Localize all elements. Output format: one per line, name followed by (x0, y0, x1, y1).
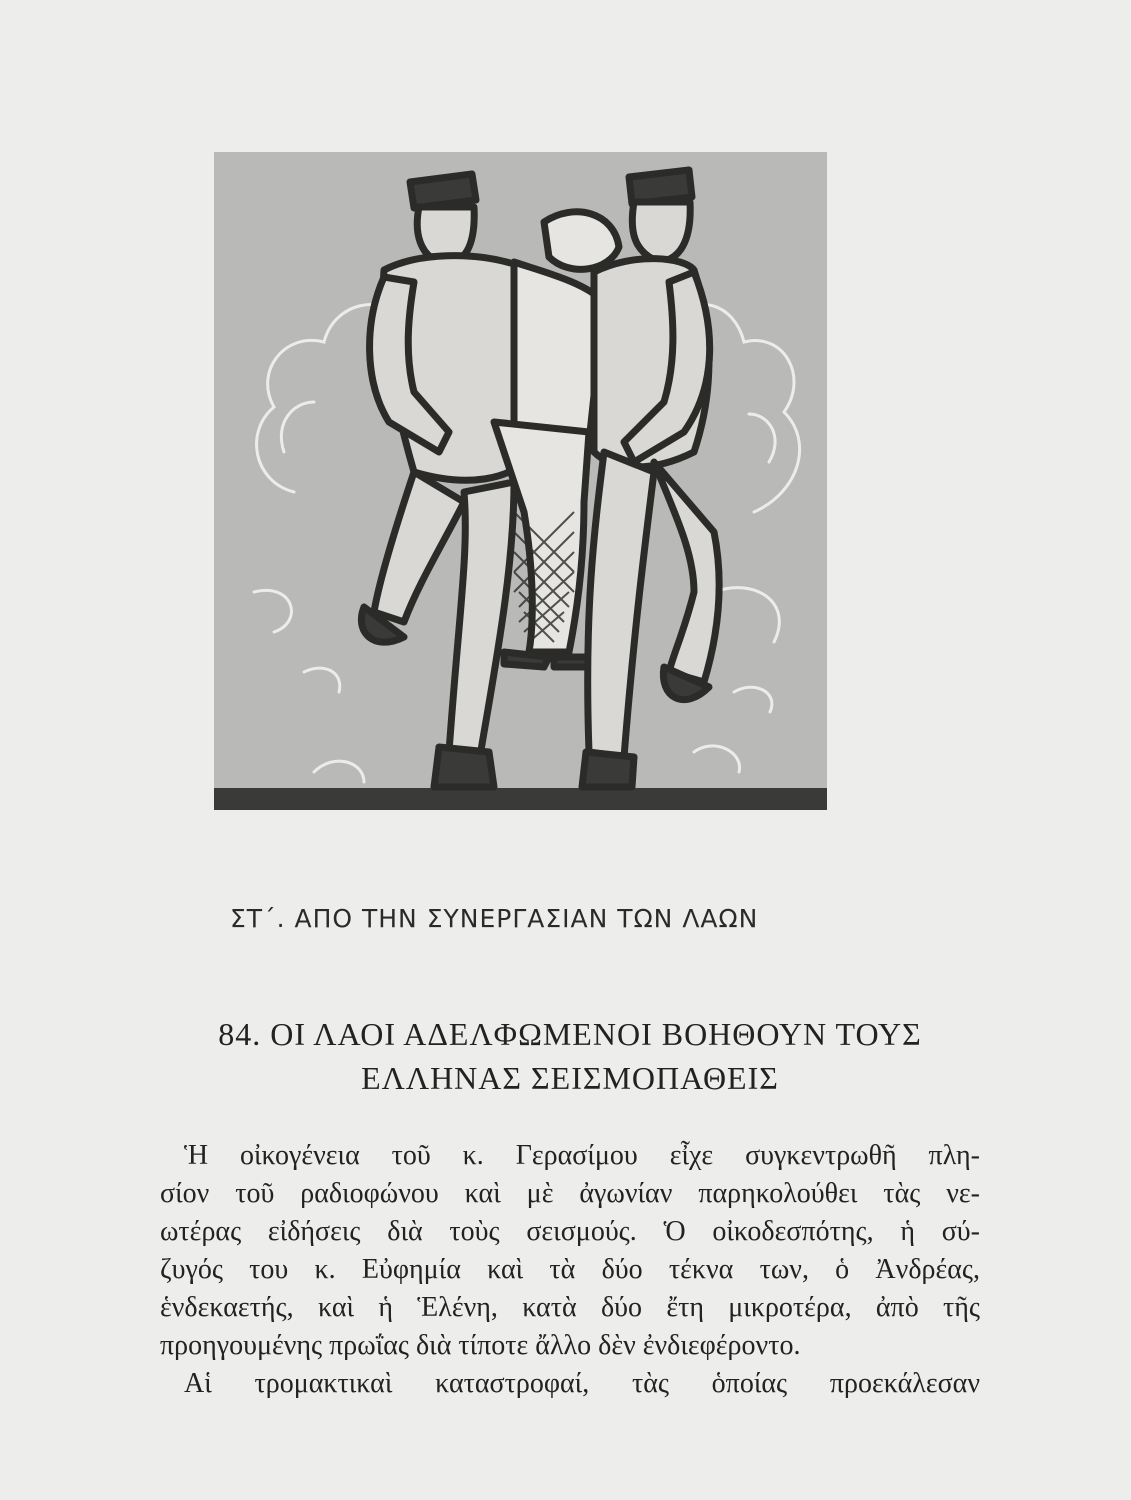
body-line: Ἡ οἰκογένεια τοῦ κ. Γερασίμου εἶχε συγκεντρωθῆ πλη- (184, 1140, 980, 1171)
chapter-title-line-2: ΕΛΛΗΝΑΣ ΣΕΙΣΜΟΠΑΘΕΙΣ (361, 1060, 779, 1096)
body-line: ωτέρας εἰδήσεις διὰ τοὺς σεισμούς. Ὁ οἰκοδεσπότης, ἡ σύ- (160, 1216, 980, 1247)
body-line: προηγουμένης πρωΐας διὰ τίποτε ἄλλο δὲν ἐνδιεφέροντο. (160, 1330, 801, 1361)
body-line: σίον τοῦ ραδιοφώνου καὶ μὲ ἀγωνίαν παρηκολούθει τὰς νε- (160, 1178, 980, 1209)
section-heading: ΣΤ΄. ΑΠΟ ΤΗΝ ΣΥΝΕΡΓΑΣΙΑΝ ΤΩΝ ΛΑΩΝ (230, 904, 759, 933)
body-line: ἑνδεκαετής, καὶ ἡ Ἑλένη, κατὰ δύο ἔτη μικροτέρα, ἀπὸ τῆς (160, 1292, 980, 1323)
body-line: Αἱ τρομακτικαὶ καταστροφαί, τὰς ὁποίας προεκάλεσαν (184, 1368, 980, 1399)
illustration (214, 152, 827, 810)
chapter-title (100, 1012, 1040, 1100)
body-line: ζυγός του κ. Εὐφημία καὶ τὰ δύο τέκνα των, ὁ Ἀνδρέας, (160, 1254, 980, 1285)
body-paragraph (160, 1137, 980, 1403)
chapter-title-line-1: 84. ΟΙ ΛΑΟΙ ΑΔΕΛΦΩΜΕΝΟΙ ΒΟΗΘΟΥΝ ΤΟΥΣ (218, 1016, 922, 1052)
sailors-carrying-injured-man-woodcut (214, 152, 827, 810)
